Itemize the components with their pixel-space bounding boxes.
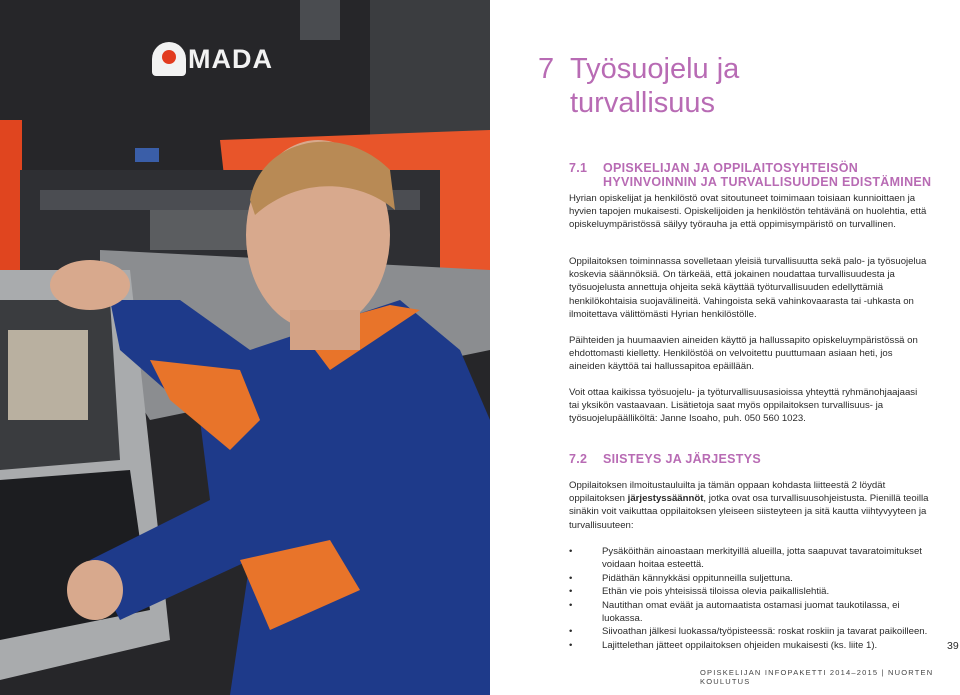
section-7-1-heading bbox=[569, 161, 931, 189]
bullet-icon: • bbox=[569, 572, 573, 584]
intro-bold-term: järjestyssäännöt bbox=[627, 493, 704, 505]
list-item: • Nautithan omat eväät ja automaatista ostamasi juomat taukotilassa, ei luokassa. bbox=[569, 599, 900, 625]
page-number: 39 bbox=[947, 640, 959, 652]
section-7-1-title-line1: OPISKELIJAN JA OPPILAITOSYHTEISÖN bbox=[603, 161, 859, 175]
bullet-icon: • bbox=[569, 626, 573, 638]
page-content bbox=[490, 0, 960, 695]
section-7-1-paragraph-4: Voit ottaa kaikissa työsuojelu- ja työturvallisuusasioissa yhteyttä ryhmänohjaajaasi tai yksikön vastaavaan. Lisätietoja saat myös oppilaitoksen turvallisuus- ja työsuojelupäälliköltä: Janne Isoaho, puh. 050 560 1023. bbox=[569, 387, 918, 425]
bullet-icon: • bbox=[569, 546, 573, 557]
amada-logo bbox=[152, 38, 273, 80]
chapter-title: Työsuojelu ja turvallisuus bbox=[570, 53, 740, 119]
section-7-1-number: 7.1 bbox=[569, 161, 588, 175]
list-item: • Pidäthän kännykkäsi oppitunneilla suljettuna. bbox=[569, 572, 793, 584]
section-7-1-paragraph-2: Oppilaitoksen toiminnassa sovelletaan yleisiä turvallisuutta sekä palo- ja työsuojelua koskevia säännöksiä. On tärkeää, että jokainen noudattaa turvallisuudesta ja työsuojelusta annettuja ohjeita sekä käyttää työturvallisuuden edellyttämiä henkilökohtaisia suojavälineitä. Vahingoista sekä vahinkovaarasta tai -uhkasta on ilmoitettava välittömästi Hyrian henkilöstölle. bbox=[569, 256, 927, 320]
amada-logo-text: MADA bbox=[188, 43, 273, 74]
intro-text-before: Oppilaitoksen ilmoitustauluilta ja tämän oppaan kohdasta liitteestä 2 löydät oppilaitoksen bbox=[569, 480, 886, 505]
section-7-1-title-line2: HYVINVOINNIN JA TURVALLISUUDEN EDISTÄMINEN bbox=[603, 175, 932, 189]
section-7-1-paragraph-1: Hyrian opiskelijat ja henkilöstö ovat sitoutuneet toimimaan toisiaan kunnioittaen ja hyvien tapojen mukaisesti. Opiskelijoiden ja henkilöstön tehtävänä on huolehtia, että opiskeluympäristössä säilyy työrauha ja että oppimisympäristö on turvallinen. bbox=[569, 193, 927, 231]
list-item: • Lajittelethan jätteet oppilaitoksen ohjeiden mukaisesti (ks. liite 1). bbox=[569, 639, 878, 651]
section-7-2-number: 7.2 bbox=[569, 452, 588, 466]
section-7-2-title: SIISTEYS JA JÄRJESTYS bbox=[603, 452, 761, 466]
list-item: • Ethän vie pois yhteisissä tiloissa olevia paikallislehtiä. bbox=[569, 586, 830, 598]
section-7-2-intro bbox=[569, 479, 929, 532]
section-7-2-heading bbox=[569, 452, 761, 466]
list-item: • Siivoathan jälkesi luokassa/työpisteessä: roskat roskiin ja tavarat paikoilleen. bbox=[569, 626, 928, 638]
intro-text-after: , jotka ovat osa turvallisuusohjeistusta. Pienillä teoilla sinäkin voit vaikuttaa oppilaitoksen yleiseen siisteyteen ja sitä kautta viihtyvyyteen ja turvallisuuteen: bbox=[569, 493, 929, 531]
list-item: • Pysäköithän ainoastaan merkityillä alueilla, jotta saapuvat tavaratoimitukset voidaan hoitaa esteettä. bbox=[569, 546, 922, 571]
chapter-number: 7 bbox=[538, 53, 555, 85]
bullet-icon: • bbox=[569, 586, 573, 598]
tidiness-bullet-list bbox=[569, 545, 939, 652]
section-7-1-paragraph-3: Päihteiden ja huumaavien aineiden käyttö ja hallussapito opiskeluympäristössä on ehdottomasti kielletty. Henkilöstöä on velvoitettu puuttumaan asiaan heti, jos aineiden käyttöä tai hallussapitoa epäillään. bbox=[569, 335, 918, 373]
bullet-icon: • bbox=[569, 599, 573, 611]
bullet-icon: • bbox=[569, 639, 573, 651]
page-footer: OPISKELIJAN INFOPAKETTI 2014–2015 | NUORTEN KOULUTUS bbox=[700, 668, 934, 686]
amada-logo-mark bbox=[152, 42, 186, 76]
